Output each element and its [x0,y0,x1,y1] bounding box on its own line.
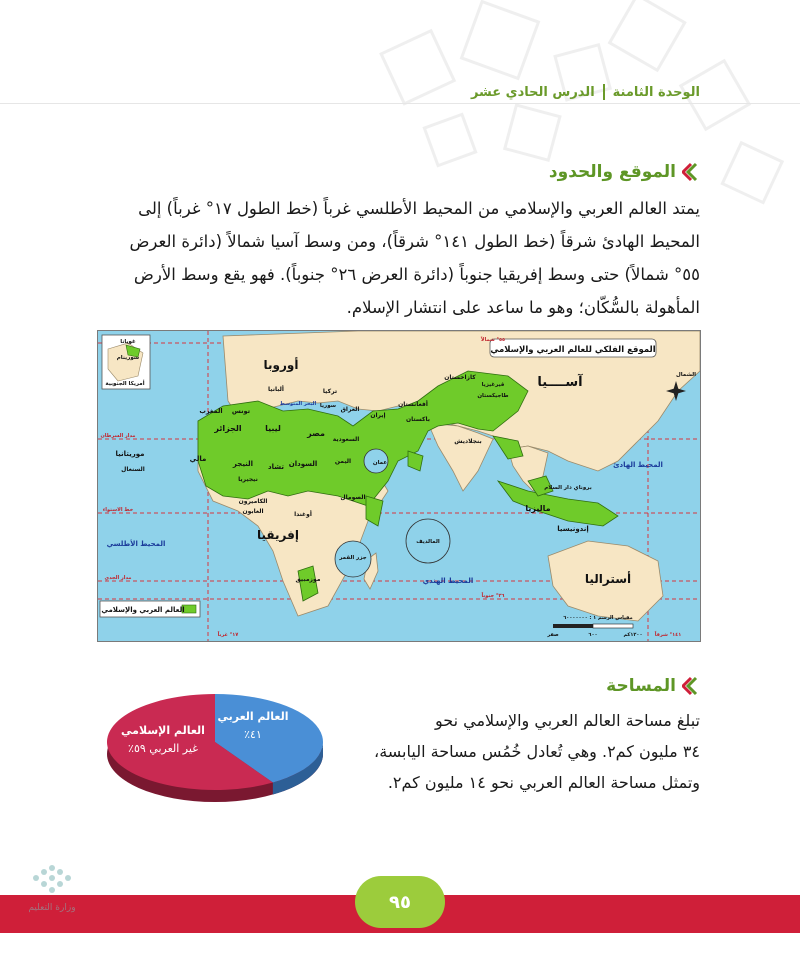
header-unit: الوحدة الثامنة [612,84,700,100]
label-gabon: الغابون [242,508,264,515]
label-sudan: السودان [288,460,318,468]
map-scale-label: مقياس الرسم ١ : ٦٠٠٠٠٠٠٠ [563,615,633,621]
scale-unit-0: صفر [547,632,559,638]
label-lat26: ٢٦° جنوباً [481,593,505,599]
paragraph-line: المأهولة بالسُّكّان؛ وهو ما ساعد على انتشار الإسلام. [346,298,700,317]
inset-south-america: أمريكا الجنوبية [105,381,145,387]
label-senegal: السنغال [121,466,145,473]
label-syria: سوريا [319,403,337,409]
label-pacific: المحيط الهادئ [613,461,663,469]
map-legend-label: العالم العربي والإسلامي [101,606,185,614]
paragraph-line: يمتد العالم العربي والإسلامي من المحيط الأطلسي غرباً (خط الطول ١٧° غرباً) إلى [138,199,700,218]
label-australia: أستراليا [584,572,632,586]
label-tajikistan: طاجيكستان [477,393,509,399]
label-comoros: جزر القمر [339,555,367,561]
label-niger: النيجر [232,460,254,468]
ministry-name: وزارة التعليم [28,903,76,913]
label-pakistan: باكستان [406,416,430,423]
label-uganda: أوغندا [294,511,312,518]
label-afghanistan: أفغانستان [398,401,428,408]
section-title-text: الموقع والحدود [548,162,676,182]
label-lon17: ١٧° غرباً [217,632,239,638]
location-paragraph [100,192,700,324]
label-mali: مالي [189,455,207,463]
chevron-icon [682,676,700,696]
label-turkey: تركيا [322,388,338,395]
label-kyrgyzstan: قيرغيزيا [481,382,505,388]
area-pie-chart [95,680,335,810]
section-title-location [549,162,700,182]
scale-bar-segment [593,624,633,628]
label-iraq: العراق [340,406,360,413]
label-equator: خط الاستواء [102,507,134,513]
label-maldives: المالديف [416,539,440,545]
label-mediterranean: البحر المتوسط [279,401,317,407]
pie-label-non-arab-1: العالم الإسلامي [121,724,205,737]
label-north: الشمال [675,372,697,378]
label-cancer: مدار السرطان [100,433,136,439]
label-oman: عمان [372,460,388,466]
section-title-text: المساحة [606,676,676,696]
paragraph-line: ٣٤ مليون كم٢. وهي تُعادل خُمُس مساحة اليابسة، [374,742,700,761]
pie-value-arab: ٤١٪ [244,728,262,741]
world-map [97,330,701,642]
header-separator [603,84,605,100]
page-number: ٩٥ [355,876,445,928]
label-lon141: ١٤١° شرقاً [654,632,682,638]
label-algeria: الجزائر [214,424,242,433]
label-albania: ألبانيا [268,386,284,393]
label-kazakhstan: كازاخستان [444,374,476,381]
label-capricorn: مدار الجدي [104,575,132,581]
label-cameroon: الكاميرون [238,498,268,505]
label-mozambique: موزمبيق [295,576,321,583]
label-lat55: ٥٥° شمالاً [480,337,506,343]
paragraph-line: المحيط الهادئ شرقاً (خط الطول ١٤١° شرقاً)، ومن وسط آسيا شمالاً (دائرة العرض [129,232,700,251]
label-morocco: المغرب [199,407,223,415]
label-indian: المحيط الهندي [422,577,474,585]
label-atlantic: المحيط الأطلسي [106,540,166,548]
scale-unit-2: ١٢٠٠كم [623,632,643,638]
area-paragraph [358,705,700,798]
label-mauritania: موريتانيا [115,450,145,458]
chevron-icon [682,162,700,182]
label-egypt: مصر [307,429,325,438]
label-libya: ليبيا [265,424,281,433]
label-europe: أوروبا [263,358,299,372]
label-malaysia: ماليزيا [525,504,551,513]
label-chad: تشاد [268,463,284,471]
label-iran: إيران [370,412,386,419]
header-lesson: الدرس الحادي عشر [470,84,595,100]
label-africa: إفريقيا [257,528,299,542]
scale-bar [553,624,593,628]
label-brunei: بروناي دار السلام [544,485,592,491]
label-bangladesh: بنجلاديش [454,438,482,445]
label-nigeria: نيجيريا [238,476,258,483]
ministry-logo [12,858,92,926]
page-header [471,84,700,100]
label-saudi: السعودية [332,436,360,443]
label-asia: آســــيا [537,375,583,390]
inset-suriname: سورينام [116,355,140,361]
map-title: الموقع الفلكي للعالم العربي والإسلامي [490,345,656,355]
inset-guyana: غويانا [120,339,136,345]
scale-unit-1: ٦٠٠ [588,632,598,638]
paragraph-line: وتمثل مساحة العالم العربي نحو ١٤ مليون كم٢. [387,773,700,792]
section-title-area [606,676,700,696]
label-yemen: اليمن [334,458,352,465]
paragraph-line: تبلغ مساحة العالم العربي والإسلامي نحو [434,711,700,730]
label-tunisia: تونس [231,407,251,415]
label-indonesia: إندونيسيا [557,525,589,533]
pie-label-arab: العالم العربي [217,710,289,723]
pie-value-non-arab: غير العربي ٥٩٪ [128,742,198,755]
paragraph-line: ٥٥° شمالاً) حتى وسط إفريقيا جنوباً (دائرة العرض ٢٦° جنوباً). فهو يقع وسط الأرض [133,265,700,284]
label-somalia: الصومال [340,494,366,501]
